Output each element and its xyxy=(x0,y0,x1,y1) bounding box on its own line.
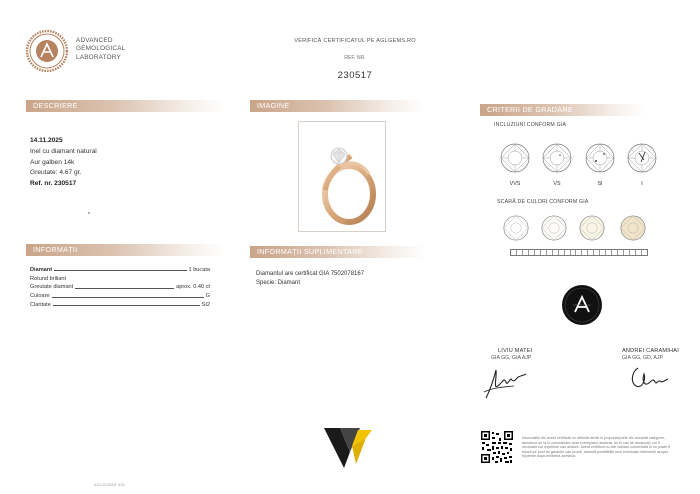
ref-value: 230517 xyxy=(337,70,373,81)
table-row: Rotund briliant xyxy=(30,275,67,282)
clarity-label: VVS xyxy=(509,181,521,187)
brand-v-logo-icon xyxy=(322,424,374,470)
qr-code-icon[interactable] xyxy=(480,430,514,464)
description-line: Greutate: 4.67 gr. xyxy=(30,169,82,177)
diamond-vs-icon xyxy=(542,143,572,173)
color-d-icon xyxy=(503,215,529,241)
footnote: Informațiile din acest certificat nu reflectă decât în proporție/parte din această categorie, deoarece se ia în considerare doar exemplarul analizat, iar în caz de dezacord, vor fi necesare noi expertize sau analize. Acest certificat nu are valoare comercială și nu poate fi folosit pe post de garanție sau probă, datorită posibilității unei eventuale intervenții asupra bijuteriei după emiterea acestuia. xyxy=(522,436,670,458)
diamond-si-icon xyxy=(585,143,615,173)
color-scale xyxy=(510,249,648,256)
agl-emblem-icon xyxy=(561,284,603,326)
signature-role: GIA GG, GD, AJP xyxy=(622,355,663,361)
bottom-code: AGL2025AR 001 xyxy=(94,483,126,487)
inclusions-title: INCLUZIUNI CONFORM GIA xyxy=(494,122,567,128)
signature-role: GIA GG, GIA AJP xyxy=(491,355,532,361)
signature-name: LIVIU MATEI xyxy=(498,348,533,354)
signature-name: ANDREI CARAMIHAI xyxy=(622,348,679,354)
section-informatii: INFORMAȚII xyxy=(26,244,226,256)
table-row: Diamant 1 bucata xyxy=(30,266,210,273)
section-criterii: CRITERII DE GRADARE xyxy=(480,104,645,116)
additional-line: Specie: Diamant xyxy=(256,279,301,286)
description-block xyxy=(30,136,97,190)
signature-2-icon xyxy=(628,364,673,394)
table-row: Claritate SI2 xyxy=(30,301,210,308)
table-row: Culoare G xyxy=(30,293,210,300)
ref-label: REF. NR. xyxy=(344,55,366,61)
description-line: Inel cu diamant natural xyxy=(30,147,97,155)
clarity-label: VS xyxy=(553,181,561,187)
signature-1-icon xyxy=(480,362,530,402)
color-m-icon xyxy=(620,215,646,241)
verify-text: VERIFICĂ CERTIFICATUL PE AGLGEMS.RO xyxy=(294,38,416,44)
section-suplimentare: INFORMAȚII SUPLIMENTARE xyxy=(250,246,425,258)
info-table xyxy=(30,264,210,308)
clarity-label: SI xyxy=(597,181,603,187)
ring-icon xyxy=(299,122,386,232)
lab-name: ADVANCED GEMOLOGICAL LABORATORY xyxy=(76,37,126,61)
clarity-label: I xyxy=(641,181,643,187)
colors-title: SCARĂ DE CULORI CONFORM GIA xyxy=(497,199,589,205)
color-g-icon xyxy=(541,215,567,241)
color-j-icon xyxy=(579,215,605,241)
additional-info xyxy=(256,270,364,287)
section-descriere: DESCRIERE xyxy=(26,100,226,112)
agl-seal-icon xyxy=(26,30,68,72)
section-imagine: IMAGINE xyxy=(250,100,425,112)
dot-mark xyxy=(88,212,90,214)
description-date: 14.11.2025 xyxy=(30,137,63,144)
diamond-vvs-icon xyxy=(500,143,530,173)
description-line: Aur galben 14k xyxy=(30,158,75,166)
ring-photo xyxy=(298,121,386,232)
additional-line: Diamantul are certificat GIA 7502078167 xyxy=(256,271,365,277)
table-row: Greutate diamant aprox. 0.40 ct xyxy=(30,284,210,291)
diamond-i-icon xyxy=(627,143,657,173)
description-ref: Ref. nr. 230517 xyxy=(30,180,77,188)
